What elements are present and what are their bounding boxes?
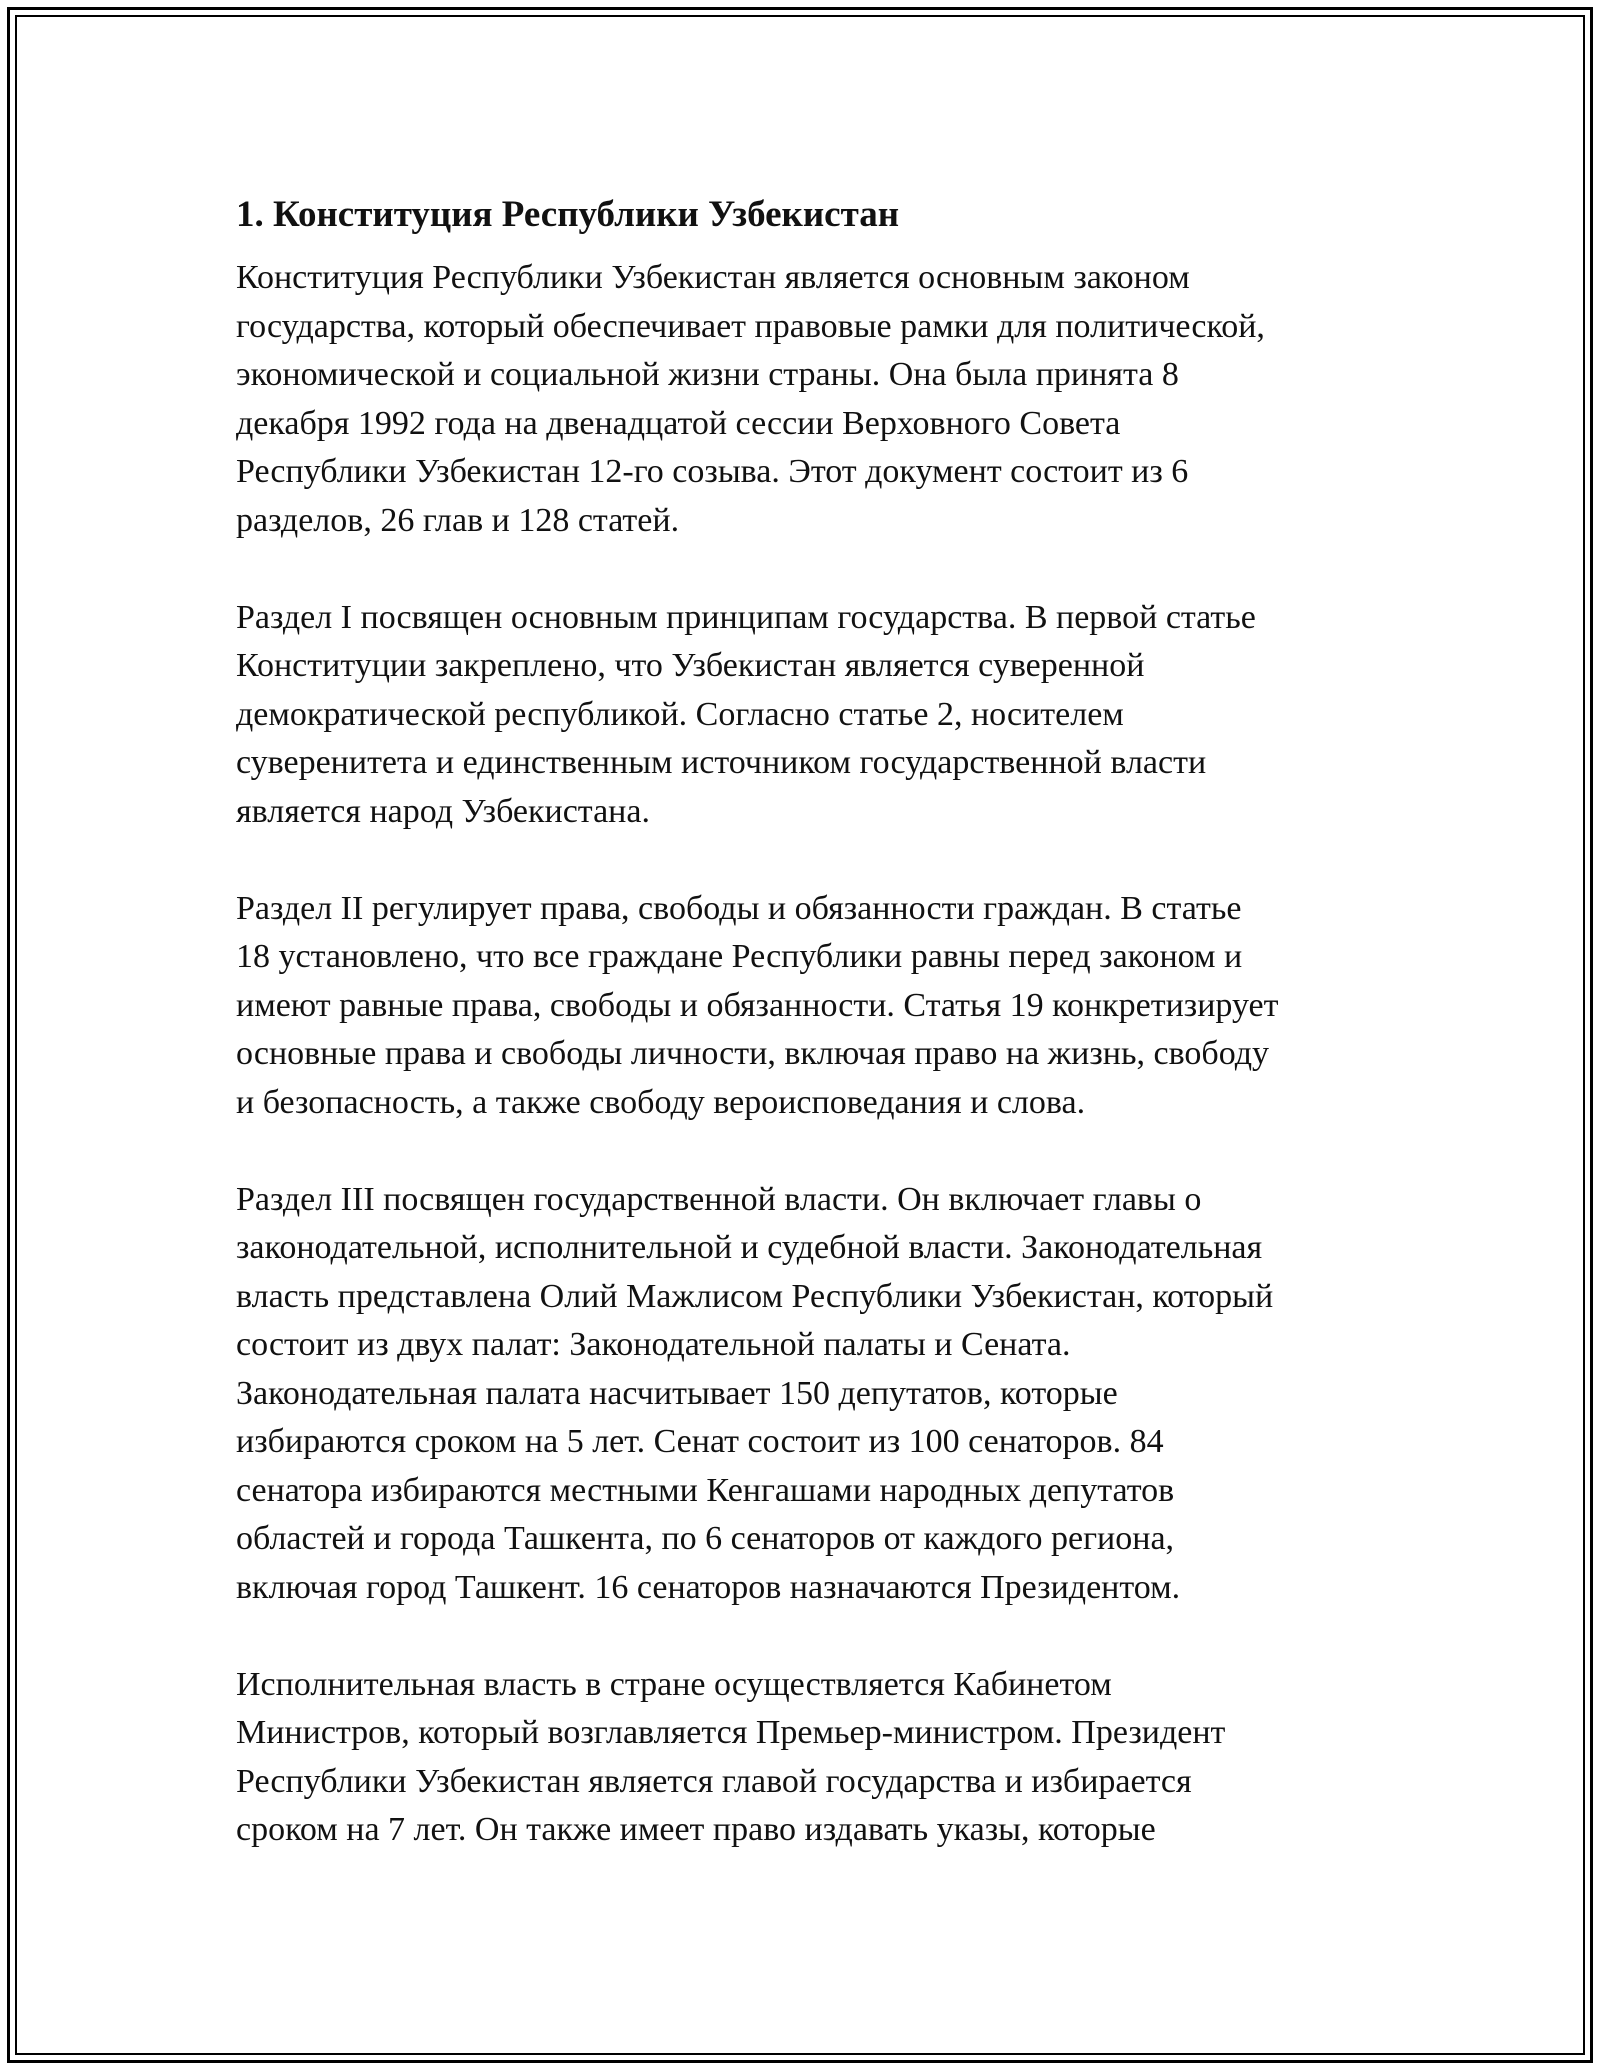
text-line: Конституции закреплено, что Узбекистан является суверенной	[236, 647, 1145, 684]
text-line: Раздел II регулирует права, свободы и обязанности граждан. В статье	[236, 889, 1242, 927]
text-line: декабря 1992 года на двенадцатой сессии Верховного Совета	[236, 404, 1121, 442]
text-line: включая город Ташкент. 16 сенаторов назначаются Президентом.	[236, 1568, 1181, 1606]
text-line: демократической республикой. Согласно статье 2, носителем	[236, 695, 1124, 733]
document-body	[236, 188, 1376, 1903]
text-line: сенатора избираются местными Кенгашами народных депутатов	[236, 1471, 1175, 1509]
text-line: Республики Узбекистан является главой государства и избирается	[236, 1762, 1192, 1800]
paragraph-intro	[236, 254, 1376, 545]
text-line: Раздел III посвящен государственной власти. Он включает главы о	[236, 1180, 1202, 1218]
paragraph-section-2	[236, 885, 1376, 1128]
text-line: основные права и свободы личности, включая право на жизнь, свободу	[236, 1035, 1270, 1072]
paragraph-executive	[236, 1661, 1376, 1855]
text-line: избираются сроком на 5 лет. Сенат состоит из 100 сенаторов. 84	[236, 1423, 1164, 1460]
text-line: областей и города Ташкента, по 6 сенаторов от каждого региона,	[236, 1520, 1175, 1557]
text-line: и безопасность, а также свободу вероисповедания и слова.	[236, 1083, 1086, 1121]
text-line: государства, который обеспечивает правовые рамки для политической,	[236, 307, 1265, 345]
text-line: Раздел I посвящен основным принципам государства. В первой статье	[236, 598, 1256, 636]
text-line: экономической и социальной жизни страны. Она была принята 8	[236, 356, 1179, 393]
text-line: Республики Узбекистан 12-го созыва. Этот документ состоит из 6	[236, 453, 1189, 490]
text-line: Законодательная палата насчитывает 150 депутатов, которые	[236, 1374, 1118, 1412]
paragraph-section-1	[236, 594, 1376, 837]
text-line: сроком на 7 лет. Он также имеет право издавать указы, которые	[236, 1811, 1156, 1848]
text-line: законодательной, исполнительной и судебной власти. Законодательная	[236, 1229, 1263, 1266]
text-line: суверенитета и единственным источником государственной власти	[236, 744, 1207, 781]
text-line: является народ Узбекистана.	[236, 792, 650, 830]
text-line: Министров, который возглавляется Премьер-министром. Президент	[236, 1714, 1226, 1751]
text-line: власть представлена Олий Мажлисом Республики Узбекистан, который	[236, 1277, 1274, 1315]
text-line: Исполнительная власть в стране осуществляется Кабинетом	[236, 1665, 1112, 1703]
paragraph-section-3	[236, 1176, 1376, 1613]
text-line: разделов, 26 глав и 128 статей.	[236, 501, 680, 539]
text-line: 18 установлено, что все граждане Республики равны перед законом и	[236, 938, 1243, 975]
section-heading: 1. Конституция Республики Узбекистан	[236, 194, 900, 235]
text-line: имеют равные права, свободы и обязанности. Статья 19 конкретизирует	[236, 986, 1279, 1024]
text-line: состоит из двух палат: Законодательной палаты и Сената.	[236, 1326, 1071, 1363]
text-line: Конституция Республики Узбекистан является основным законом	[236, 259, 1190, 296]
